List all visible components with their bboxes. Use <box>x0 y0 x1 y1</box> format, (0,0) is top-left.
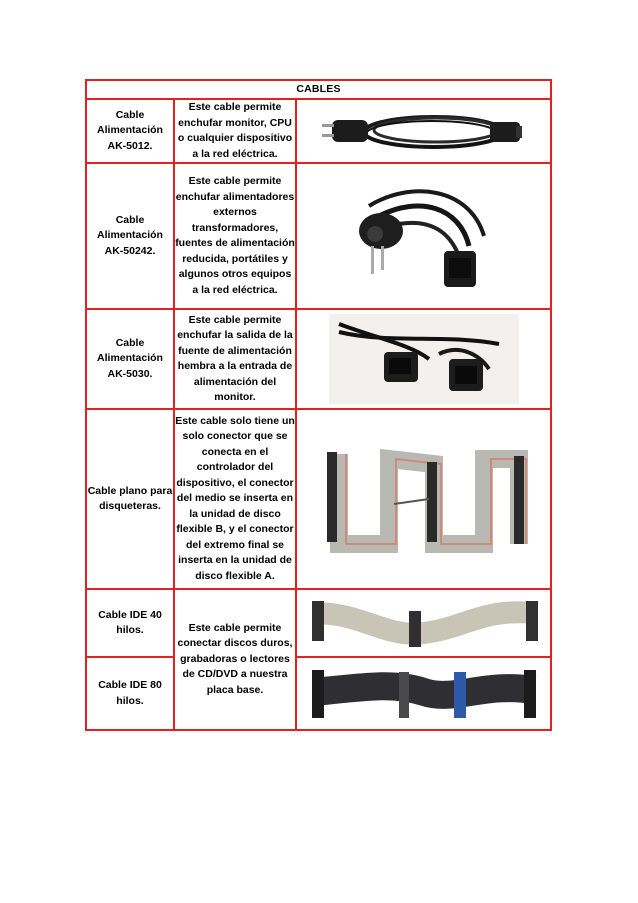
table-row <box>86 657 551 730</box>
cable-description: Este cable solo tiene un solo conector que se conecta en el controlador del dispositivo, el conector del medio se inserta en la unidad de disco flexible B, y el conector del extremo final se inserta en la unidad de disco flexible A. <box>174 409 296 589</box>
table-row <box>86 309 551 409</box>
table-title: CABLES <box>86 80 551 99</box>
cable-name: Cable plano para disqueteras. <box>86 409 174 589</box>
table-row <box>86 409 551 589</box>
cable-description: Este cable permite enchufar monitor, CPU o cualquier dispositivo a la red eléctrica. <box>174 99 296 163</box>
cable-description: Este cable permite enchufar la salida de la fuente de alimentación hembra a la entrada de alimentación del monitor. <box>174 309 296 409</box>
cable-image-cell <box>296 657 551 730</box>
table-row <box>86 99 551 163</box>
cables-table <box>85 79 552 731</box>
cable-image-cell <box>296 309 551 409</box>
cable-description: Este cable permite conectar discos duros, grabadoras o lectores de CD/DVD a nuestra placa base. <box>174 589 296 730</box>
table-header-row <box>86 80 551 99</box>
cable-name: Cable Alimentación AK-5030. <box>86 309 174 409</box>
power-cord-coiled-image <box>314 106 534 156</box>
cable-image-cell <box>296 99 551 163</box>
cable-image-cell <box>296 163 551 309</box>
cable-name: Cable Alimentación AK-5012. <box>86 99 174 163</box>
floppy-ribbon-cable-image <box>319 444 529 554</box>
ide-40-ribbon-cable-image <box>304 593 544 653</box>
power-cord-schuko-image <box>349 176 499 296</box>
table-row <box>86 589 551 657</box>
cable-name: Cable Alimentación AK-50242. <box>86 163 174 309</box>
cable-name: Cable IDE 40 hilos. <box>86 589 174 657</box>
ide-80-ribbon-cable-image <box>304 662 544 726</box>
cable-image-cell <box>296 409 551 589</box>
cable-image-cell <box>296 589 551 657</box>
cable-name: Cable IDE 80 hilos. <box>86 657 174 730</box>
cable-description: Este cable permite enchufar alimentadores externos transformadores, fuentes de alimentación reducida, portátiles y algunos otros equipos a la red eléctrica. <box>174 163 296 309</box>
table-row <box>86 163 551 309</box>
power-extension-cable-image <box>329 314 519 404</box>
